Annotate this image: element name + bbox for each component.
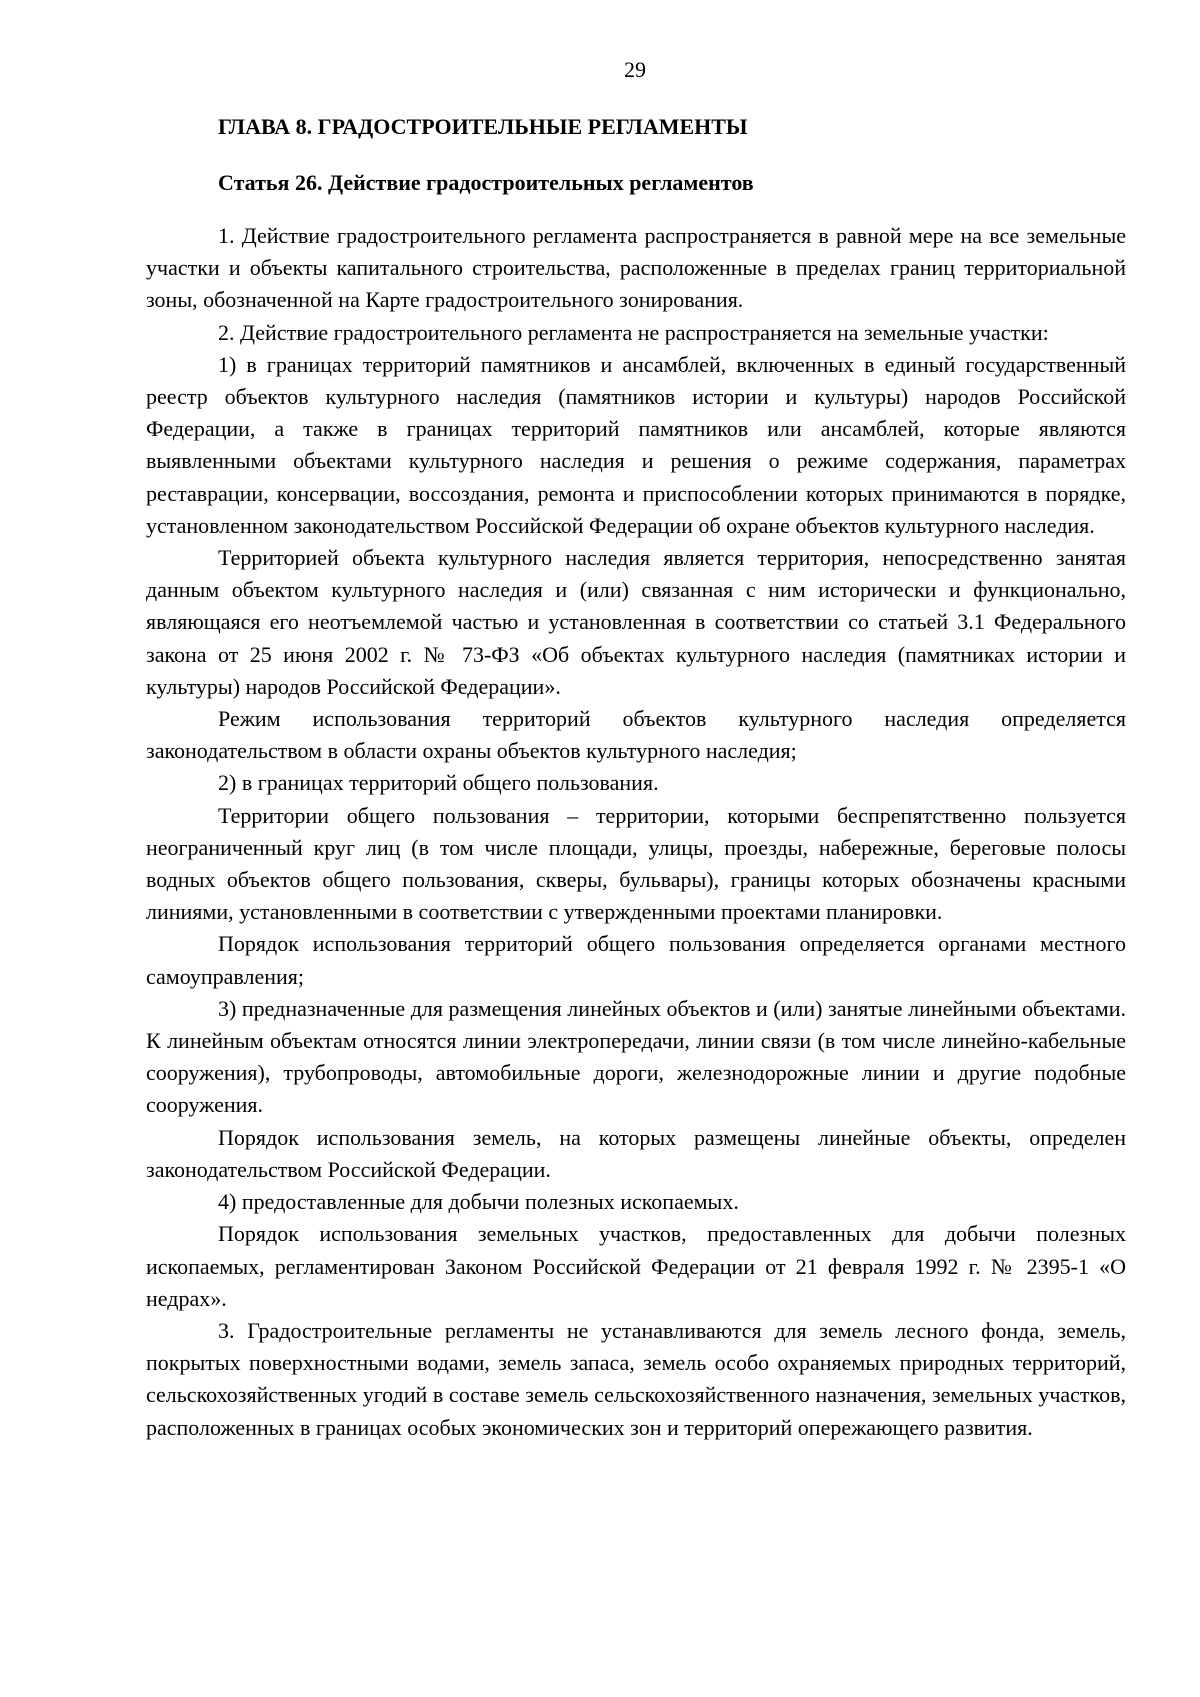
paragraph-3: 1) в границах территорий памятников и ансамблей, включенных в единый государственный реестр объектов культурного наследия (памятников истории и культуры) народов Российской Федерации, а также в границах территорий памятников или ансамблей, которые являются выявленными объектами культурного наследия и решения о режиме содержания, параметрах реставрации, консервации, воссоздания, ремонта и приспособлении которых принимаются в порядке, установленном законодательством Российской Федерации об охране объектов культурного наследия. bbox=[146, 351, 1126, 538]
paragraph-4: Территорией объекта культурного наследия является территория, непосредственно занятая данным объектом культурного наследия и (или) связанная с ним исторически и функционально, являющаяся его неотъемлемой частью и установленная в соответствии со статьей 3.1 Федерального закона от 25 июня 2002 г. № 73-ФЗ «Об объектах культурного наследия (памятниках истории и культуры) народов Российской Федерации». bbox=[146, 545, 1126, 699]
paragraph-8: Порядок использования территорий общего пользования определяется органами местного самоуправления; bbox=[146, 931, 1126, 989]
paragraph-5: Режим использования территорий объектов культурного наследия определяется законодательством в области охраны объектов культурного наследия; bbox=[146, 706, 1126, 764]
paragraph-7: Территории общего пользования – территории, которыми беспрепятственно пользуется неограниченный круг лиц (в том числе площади, улицы, проезды, набережные, береговые полосы водных объектов общего пользования, скверы, бульвары), границы которых обозначены красными линиями, установленными в соответствии с утвержденными проектами планировки. bbox=[146, 802, 1126, 925]
paragraph-1: 1. Действие градостроительного регламента распространяется в равной мере на все земельные участки и объекты капитального строительства, расположенные в пределах границ территориальной зоны, обозначенной на Карте градостроительного зонирования. bbox=[146, 223, 1126, 313]
document-content bbox=[146, 112, 1126, 1444]
paragraph-6: 2) в границах территорий общего пользования. bbox=[218, 770, 659, 796]
paragraph-2: 2. Действие градостроительного регламента не распространяется на земельные участки: bbox=[218, 319, 1049, 345]
article-title: Статья 26. Действие градостроительных регламентов bbox=[218, 170, 754, 195]
chapter-title: ГЛАВА 8. ГРАДОСТРОИТЕЛЬНЫЕ РЕГЛАМЕНТЫ bbox=[218, 114, 748, 139]
paragraph-12: Порядок использования земельных участков, предоставленных для добычи полезных ископаемых, регламентирован Законом Российской Федерации от 21 февраля 1992 г. № 2395-1 «О недрах». bbox=[146, 1221, 1126, 1311]
paragraph-13: 3. Градостроительные регламенты не устанавливаются для земель лесного фонда, земель, покрытых поверхностными водами, земель запаса, земель особо охраняемых природных территорий, сельскохозяйственных угодий в составе земель сельскохозяйственного назначения, земельных участков, расположенных в границах особых экономических зон и территорий опережающего развития. bbox=[146, 1317, 1126, 1440]
paragraph-10: Порядок использования земель, на которых размещены линейные объекты, определен законодательством Российской Федерации. bbox=[146, 1124, 1126, 1182]
article-body bbox=[146, 220, 1126, 1444]
paragraph-9: 3) предназначенные для размещения линейных объектов и (или) занятые линейными объектами. К линейным объектам относятся линии электропередачи, линии связи (в том числе линейно-кабельные сооружения), трубопроводы, автомобильные дороги, железнодорожные линии и другие подобные сооружения. bbox=[146, 995, 1126, 1118]
paragraph-11: 4) предоставленные для добычи полезных ископаемых. bbox=[218, 1189, 739, 1215]
page-number: 29 bbox=[624, 57, 646, 82]
